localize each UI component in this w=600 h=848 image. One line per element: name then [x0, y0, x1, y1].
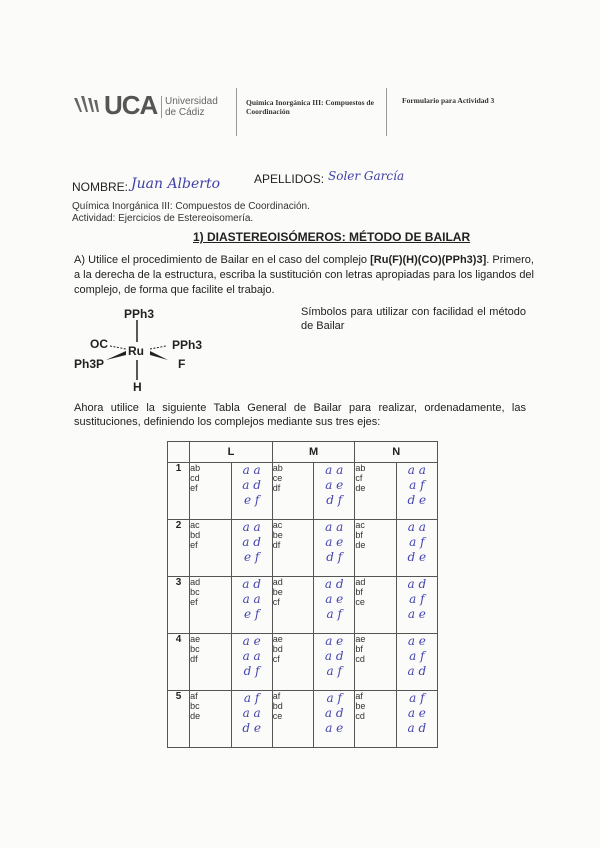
name-value: Juan Alberto: [131, 176, 221, 192]
printed-pairs-n: [355, 520, 396, 577]
printed-pair: bf: [355, 644, 363, 654]
printed-pair: de: [355, 540, 366, 550]
printed-pair: bc: [190, 701, 200, 711]
handwritten-pair: a d: [407, 721, 427, 735]
university-name-line1: Universidad: [165, 96, 218, 107]
row-number: 5: [168, 691, 190, 748]
table-row: [168, 634, 438, 691]
row-number: 3: [168, 577, 190, 634]
handwritten-pair: a a: [242, 520, 261, 534]
handwritten-pair: a e: [407, 706, 426, 720]
printed-pairs-l: [190, 634, 231, 691]
section-title: [193, 230, 470, 244]
handwritten-pair: a e: [325, 478, 344, 492]
printed-pair: be: [355, 701, 366, 711]
printed-pair: ae: [355, 634, 366, 644]
handwritten-pairs-n: [396, 634, 437, 691]
printed-pair: df: [190, 654, 198, 664]
printed-pair: bd: [272, 701, 283, 711]
handwritten-pair: a f: [243, 691, 260, 705]
printed-pair: bf: [355, 530, 363, 540]
printed-pair: ad: [190, 577, 201, 587]
handwritten-pair: a e: [325, 592, 344, 606]
handwritten-pair: a d: [324, 577, 344, 591]
printed-pair: bf: [355, 587, 363, 597]
printed-pairs-l: [190, 463, 231, 520]
handwritten-pair: a a: [325, 463, 344, 477]
printed-pair: cf: [355, 473, 363, 483]
handwritten-pairs-m: [314, 634, 355, 691]
handwritten-pair: a d: [242, 478, 261, 492]
handwritten-pair: d e: [242, 721, 261, 735]
handwritten-pair: a e: [325, 721, 344, 735]
section-title-text: 1) DIASTEREOISÓMEROS: MÉTODO DE BAILAR: [193, 230, 471, 244]
printed-pairs-l: [190, 691, 231, 748]
printed-pairs-m: [272, 463, 313, 520]
complex-formula: [Ru(F)(H)(CO)(PPh3)3]: [370, 254, 487, 266]
table-header-n: N: [355, 442, 438, 463]
printed-pair: cf: [272, 597, 280, 607]
printed-pair: ae: [272, 634, 283, 644]
symbols-note: Símbolos para utilizar con facilidad el método de Bailar: [301, 306, 526, 332]
printed-pair: ce: [355, 597, 365, 607]
printed-pair: ab: [190, 463, 201, 473]
handwritten-pair: d e: [407, 493, 427, 507]
printed-pairs-m: [272, 634, 313, 691]
handwritten-pairs-n: [396, 463, 437, 520]
handwritten-pair: e f: [243, 550, 260, 564]
printed-pair: df: [272, 540, 281, 550]
printed-pair: ab: [355, 463, 366, 473]
university-logo-icon: [72, 94, 102, 116]
printed-pair: df: [272, 483, 281, 493]
university-logo-text: UCA: [104, 90, 158, 120]
handwritten-pair: e f: [243, 607, 260, 621]
printed-pair: af: [190, 691, 198, 701]
table-row: [168, 463, 438, 520]
ligand-right-back: PPh3: [172, 338, 203, 352]
printed-pair: ce: [272, 473, 283, 483]
handwritten-pair: a e: [325, 634, 344, 648]
ligand-right-front: F: [178, 357, 186, 371]
printed-pair: de: [190, 711, 201, 721]
printed-pair: af: [272, 691, 281, 701]
printed-pair: ef: [190, 597, 198, 607]
printed-pair: bc: [190, 587, 200, 597]
part-a-end: . Primero, a la derecha de la estructura, escriba la sustitución con letras apropiadas para los ligandos del complejo, de forma que facilite el trabajo.: [74, 254, 534, 296]
handwritten-pair: a a: [325, 520, 344, 534]
printed-pair: cd: [190, 473, 200, 483]
table-header-row: [168, 442, 438, 463]
handwritten-pair: a a: [242, 592, 261, 606]
university-name-line2: de Cádiz: [165, 107, 205, 118]
table-header-l: L: [190, 442, 273, 463]
ligand-left-back: OC: [90, 337, 108, 351]
handwritten-pair: a d: [324, 649, 344, 663]
printed-pair: be: [272, 530, 283, 540]
handwritten-pair: d f: [326, 550, 343, 564]
printed-pair: ad: [272, 577, 283, 587]
table-row: [168, 577, 438, 634]
handwritten-pair: a a: [407, 520, 426, 534]
handwritten-pair: a a: [242, 463, 261, 477]
printed-pair: ef: [190, 540, 198, 550]
name-label: NOMBRE:: [72, 180, 129, 194]
handwritten-pairs-m: [314, 691, 355, 748]
handwritten-pairs-n: [396, 520, 437, 577]
ligand-bottom: H: [133, 380, 142, 394]
printed-pairs-n: [355, 577, 396, 634]
row-number: 1: [168, 463, 190, 520]
printed-pair: af: [355, 691, 363, 701]
handwritten-pairs-l: [231, 577, 272, 634]
printed-pairs-n: [355, 691, 396, 748]
handwritten-pairs-l: [231, 520, 272, 577]
bailar-table: [167, 441, 438, 748]
header-course-title: Química Inorgánica III: Compuestos de Coordinación: [246, 98, 374, 116]
row-number: 4: [168, 634, 190, 691]
printed-pairs-n: [355, 634, 396, 691]
printed-pair: cd: [355, 654, 365, 664]
handwritten-pairs-l: [231, 463, 272, 520]
handwritten-pair: a f: [409, 592, 425, 606]
printed-pair: ab: [272, 463, 283, 473]
handwritten-pair: d f: [326, 493, 343, 507]
handwritten-pair: a a: [242, 649, 261, 663]
ligand-top: PPh3: [124, 307, 155, 321]
printed-pair: ad: [355, 577, 366, 587]
printed-pairs-n: [355, 463, 396, 520]
activity-line: Actividad: Ejercicios de Estereoisomería.: [72, 213, 254, 224]
printed-pair: ef: [190, 483, 198, 493]
row-number: 2: [168, 520, 190, 577]
printed-pairs-m: [272, 520, 313, 577]
handwritten-pairs-m: [314, 463, 355, 520]
handwritten-pair: a e: [325, 535, 344, 549]
printed-pair: ac: [355, 520, 365, 530]
handwritten-pair: a f: [409, 478, 425, 492]
table-row: [168, 691, 438, 748]
handwritten-pair: a d: [242, 577, 261, 591]
handwritten-pairs-m: [314, 577, 355, 634]
header-divider: [236, 88, 237, 136]
surname-value: Soler García: [328, 169, 405, 183]
printed-pair: bd: [190, 530, 201, 540]
handwritten-pair: a e: [242, 634, 261, 648]
handwritten-pair: a f: [326, 691, 342, 705]
ligand-left-front: Ph3P: [74, 357, 105, 371]
handwritten-pair: a d: [324, 706, 344, 720]
printed-pairs-l: [190, 520, 231, 577]
printed-pair: ae: [190, 634, 201, 644]
header-form-title: Formulario para Actividad 3: [402, 96, 495, 105]
printed-pair: be: [272, 587, 283, 597]
handwritten-pairs-l: [231, 634, 272, 691]
handwritten-pair: d e: [407, 550, 427, 564]
handwritten-pairs-l: [231, 691, 272, 748]
table-header-m: M: [272, 442, 355, 463]
handwritten-pairs-m: [314, 520, 355, 577]
metal-center: Ru: [128, 344, 144, 358]
printed-pair: ce: [272, 711, 283, 721]
surname-label: APELLIDOS:: [254, 172, 325, 186]
handwritten-pair: a f: [409, 535, 425, 549]
handwritten-pair: a d: [407, 577, 427, 591]
handwritten-pair: a f: [326, 607, 342, 621]
printed-pair: bc: [190, 644, 200, 654]
printed-pairs-m: [272, 691, 313, 748]
printed-pair: ac: [190, 520, 200, 530]
handwritten-pair: a f: [409, 691, 425, 705]
part-a-start: A) Utilice el procedimiento de Bailar en el caso del complejo: [74, 254, 371, 266]
header-divider: [386, 88, 387, 136]
printed-pair: bd: [272, 644, 283, 654]
table-row: [168, 520, 438, 577]
printed-pair: de: [355, 483, 366, 493]
instructions-part-a: [74, 253, 534, 298]
handwritten-pair: a d: [242, 535, 261, 549]
printed-pair: ac: [272, 520, 283, 530]
printed-pair: cf: [272, 654, 280, 664]
printed-pairs-l: [190, 577, 231, 634]
university-name: [161, 96, 218, 118]
table-header-corner: [168, 442, 190, 463]
handwritten-pair: d f: [243, 664, 260, 678]
handwritten-pair: a e: [407, 607, 426, 621]
course-line: Química Inorgánica III: Compuestos de Coordinación.: [72, 201, 310, 212]
handwritten-pairs-n: [396, 691, 437, 748]
printed-pairs-m: [272, 577, 313, 634]
handwritten-pair: a e: [407, 634, 426, 648]
printed-pair: cd: [355, 711, 365, 721]
handwritten-pair: a a: [242, 706, 261, 720]
handwritten-pair: a f: [326, 664, 342, 678]
handwritten-pairs-n: [396, 577, 437, 634]
handwritten-pair: a f: [409, 649, 425, 663]
handwritten-pair: e f: [243, 493, 260, 507]
handwritten-pair: a a: [407, 463, 426, 477]
table-intro: Ahora utilice la siguiente Tabla General de Bailar para realizar, ordenadamente, las sustituciones, definiendo los complejos mediante sus tres ejes:: [74, 402, 526, 428]
handwritten-pair: a d: [407, 664, 427, 678]
